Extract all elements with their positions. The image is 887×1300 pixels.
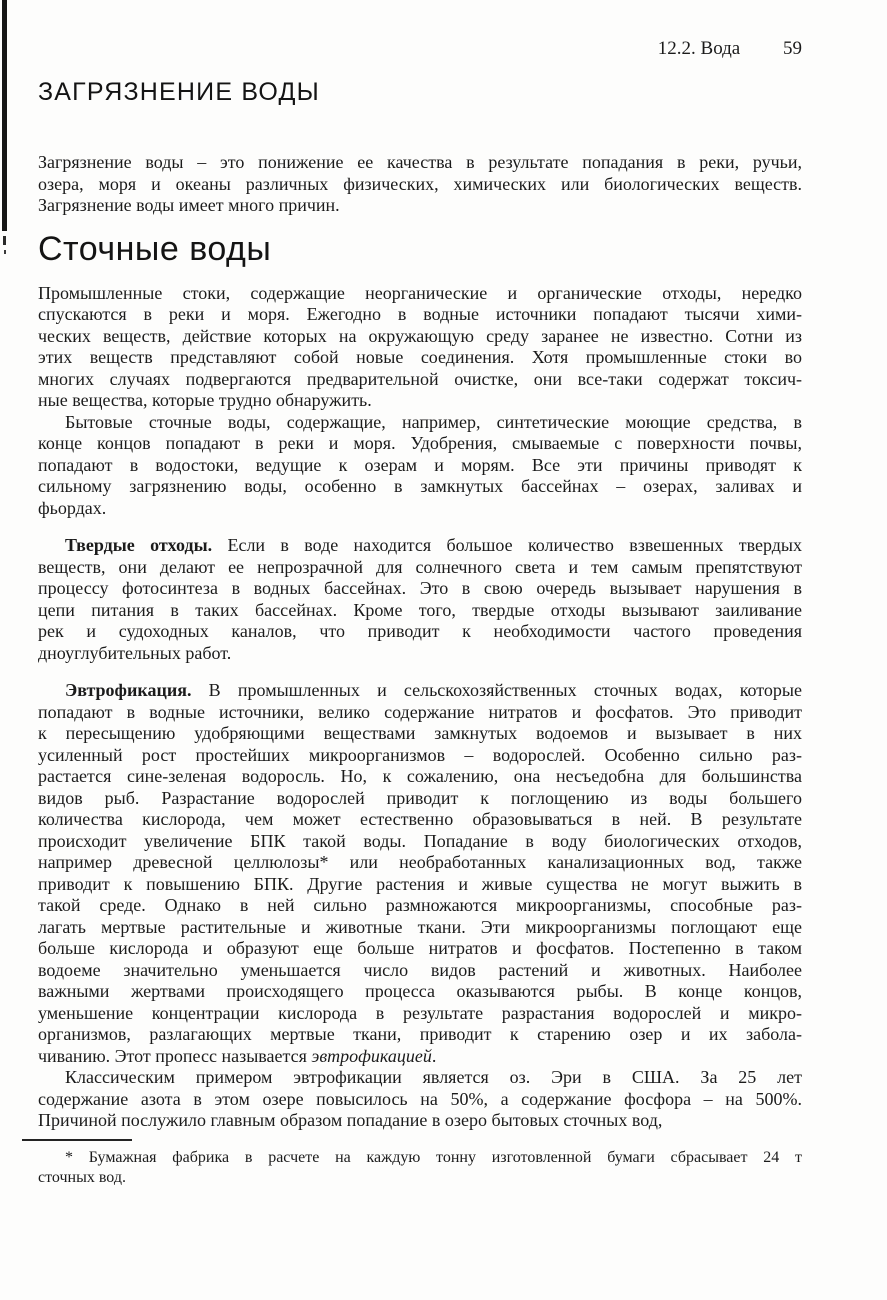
text-line: попадают в водные источники, велико содержание нитратов и фосфатов. Это приводит [38, 701, 802, 722]
text-line: ные вещества, которые трудно обнаружить. [38, 390, 372, 410]
text-line: процессу фотосинтеза в водных бассейнах. Это в свою очередь вызывает нарушения в [38, 578, 802, 598]
text-line: конце концов попадают в реки и моря. Удобрения, смываемые с поверхности почвы, [38, 433, 802, 453]
text-line: организмов, разлагающих мертвые ткани, приводит к старению озер и их забола- [38, 1024, 802, 1044]
text-line: Классическим примером эвтрофикации является оз. Эри в США. За 25 лет [65, 1067, 802, 1087]
text-line: к пересыщению удобряющими веществами замкнутых водоемов и вызывает в них [38, 723, 802, 743]
page-number: 59 [783, 38, 802, 59]
text-line: Загрязнение воды – это понижение ее качества в результате попадания в реки, ручьи, [38, 152, 802, 172]
section-heading: Сточные воды [38, 229, 272, 268]
text-line: количества кислорода, чем может естественно образовываться в ней. В результате [38, 809, 802, 829]
text-line: цепи питания в таких бассейнах. Кроме того, твердые отходы вызывают заиливание [38, 599, 802, 620]
text-line: * Бумажная фабрика в расчете на каждую тонну изготовленной бумаги сбрасывает 24 т [65, 1148, 802, 1166]
text-line: важными жертвами происходящего процесса оказываются рыбы. В конце концов, [38, 981, 802, 1001]
paragraph-industrial-waste [38, 283, 802, 412]
text-line: видов рыб. Разрастание водорослей приводит к поглощению из воды большего [38, 787, 802, 808]
running-header-section: 12.2. Вода [657, 38, 741, 59]
text-line: ческих веществ, действие которых на окружающую среду заранее не известно. Сотни из [38, 325, 802, 346]
text-line: например древесной целлюлозы* или необработанных канализационных вод, также [38, 852, 802, 872]
paragraph-domestic-sewage [38, 412, 802, 520]
footnote [38, 1148, 802, 1188]
text-line: водоеме значительно уменьшается число видов растений и животных. Наиболее [38, 959, 802, 980]
text-line: веществ, они делают ее непрозрачной для солнечного света и тем самым препятствуют [38, 556, 802, 577]
text-line: Причиной послужило главным образом попадание в озеро бытовых сточных вод, [38, 1110, 663, 1130]
text-line: Загрязнение воды имеет много причин. [38, 195, 340, 215]
text-line: рек и судоходных каналов, что приводит к необходимости частого проведения [38, 621, 802, 641]
text-line: лагать мертвые растительные и животные ткани. Эти микроорганизмы поглощают еще [38, 916, 802, 937]
text-line: Бытовые сточные воды, содержащие, например, синтетические моющие средства, в [65, 411, 802, 432]
text-line: Твердые отходы. Если в воде находится большое количество взвешенных твердых [65, 535, 802, 555]
text-line: приводит к повышению БПК. Другие растения и живые существа не могут выжить в [38, 873, 802, 894]
paragraph-eutrophication [38, 680, 802, 1067]
text-line: попадают в водостоки, ведущие к озерам и морям. Все эти причины приводят к [38, 454, 802, 475]
scan-binding-line [2, 0, 7, 231]
text-line: растается сине-зеленая водоросль. Но, к сожалению, она несъедобна для большинства [38, 766, 802, 786]
scan-binding-dash [3, 236, 6, 245]
text-line: спускаются в реки и моря. Ежегодно в водные источники попадают тысячи хими- [38, 304, 802, 324]
scan-binding-dot [4, 250, 6, 254]
text-line: чиванию. Этот пропесс называется эвтрофикацией. [38, 1045, 437, 1066]
text-line: дноуглубительных работ. [38, 642, 232, 663]
text-line: больше кислорода и образуют еще больше нитратов и фосфатов. Постепенно в таком [38, 938, 802, 958]
text-line: озера, моря и океаны различных физических, химических или биологических веществ. [38, 173, 802, 194]
text-line: Промышленные стоки, содержащие неорганические и органические отходы, нередко [38, 282, 802, 303]
paragraph-intro [38, 152, 802, 217]
paragraph-lake-erie [38, 1067, 802, 1132]
text-line: Эвтрофикация. В промышленных и сельскохозяйственных сточных водах, которые [65, 680, 802, 700]
running-header [38, 38, 802, 60]
paragraph-solid-waste [38, 535, 802, 664]
text-line: уменьшение концентрации кислорода в результате разрастания водорослей и микро- [38, 1002, 802, 1023]
text-line: усиленный рост простейших микроорганизмов – водорослей. Особенно сильно раз- [38, 744, 802, 765]
text-line: такой среде. Однако в ней сильно размножаются микроорганизмы, способные раз- [38, 895, 802, 915]
footnote-rule [22, 1139, 132, 1141]
text-line: содержание азота в этом озере повысилось на 50%, а содержание фосфора – на 500%. [38, 1088, 802, 1109]
text-line: этих веществ представляют собой новые соединения. Хотя промышленные стоки во [38, 347, 802, 367]
text-line: сточных вод. [38, 1168, 126, 1186]
text-line: происходит увеличение БПК такой воды. Попадание в воду биологических отходов, [38, 830, 802, 851]
text-line: сильному загрязнению воды, особенно в замкнутых бассейнах – озерах, заливах и [38, 476, 802, 496]
chapter-title: ЗАГРЯЗНЕНИЕ ВОДЫ [38, 78, 320, 106]
text-line: фьордах. [38, 497, 107, 518]
text-line: многих случаях подвергаются предварительной очистке, они все-таки содержат токсич- [38, 368, 802, 389]
